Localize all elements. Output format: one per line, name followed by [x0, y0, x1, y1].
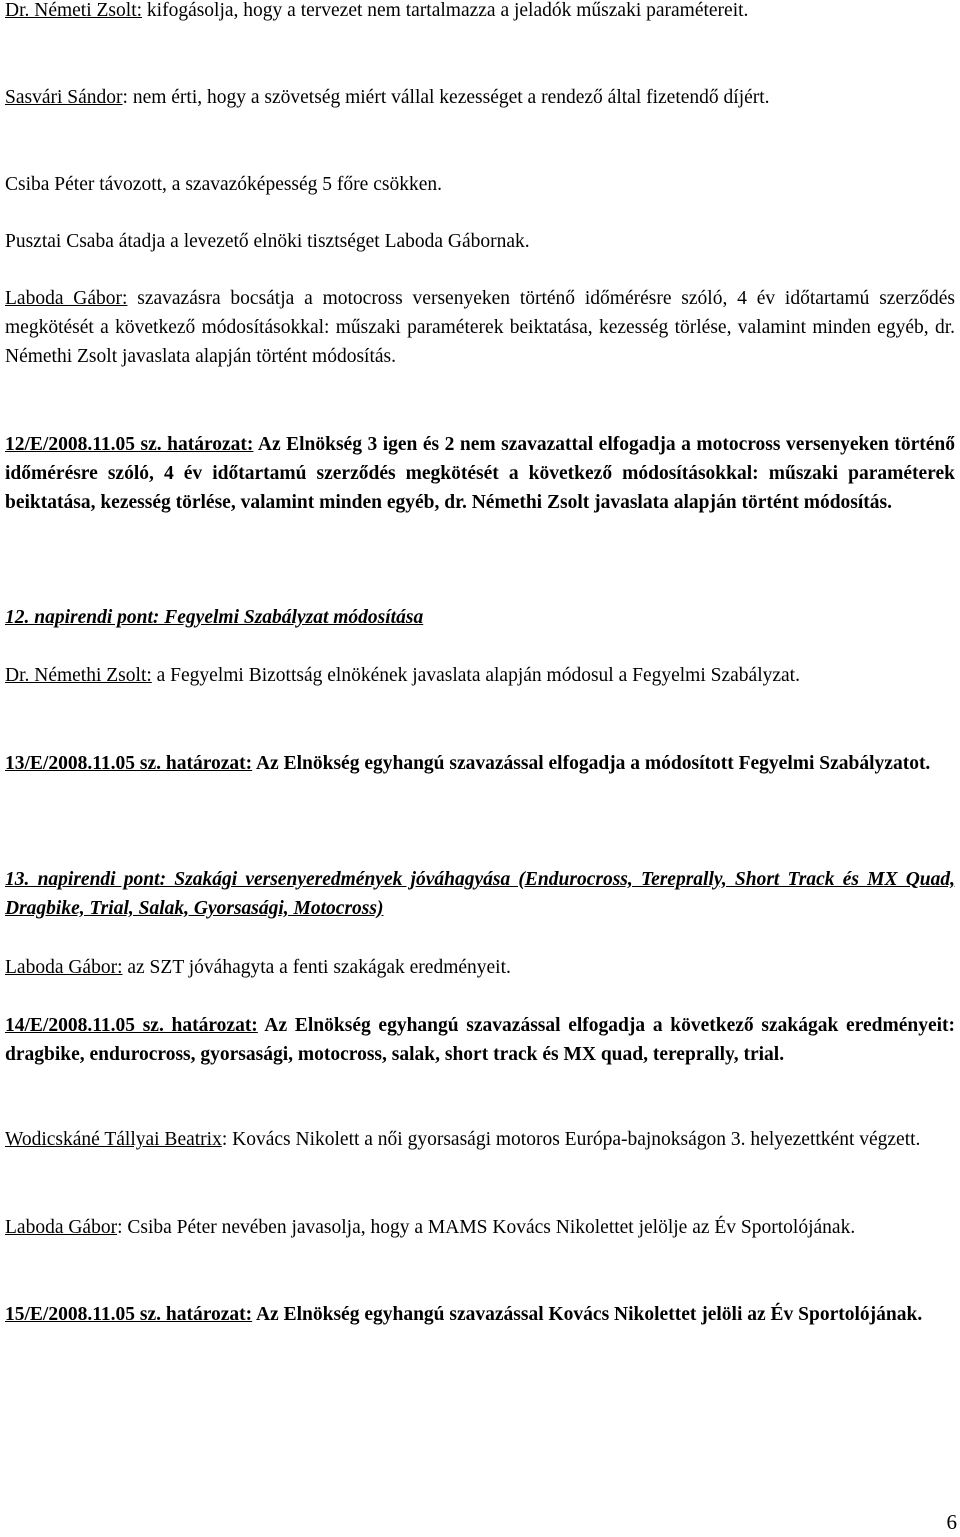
paragraph-text: : Kovács Nikolett a női gyorsasági motoros Európa-bajnokságon 3. helyezettként végzett.	[221, 1129, 921, 1150]
paragraph-text: : nem érti, hogy a szövetség miért vállal kezességet a rendező által fizetendő díjért.	[122, 87, 770, 108]
resolution-id: 12/E/2008.11.05 sz. határozat:	[5, 434, 254, 455]
paragraph-text: kifogásolja, hogy a tervezet nem tartalmazza a jeladók műszaki paramétereit.	[142, 0, 749, 21]
resolution-id: 14/E/2008.11.05 sz. határozat:	[5, 1015, 258, 1036]
resolution-13	[5, 749, 955, 778]
paragraph-laboda-nomination	[5, 1213, 955, 1242]
paragraph-sasvari-comment	[5, 83, 955, 112]
paragraph-text: az SZT jóváhagyta a fenti szakágak eredményeit.	[122, 957, 511, 978]
agenda-item-12-heading: 12. napirendi pont: Fegyelmi Szabályzat módosítása	[5, 607, 424, 628]
paragraph-text: a Fegyelmi Bizottság elnökének javaslata alapján módosul a Fegyelmi Szabályzat.	[151, 665, 800, 686]
speaker-name: Dr. Németi Zsolt:	[5, 0, 143, 21]
page-number: 6	[946, 1510, 957, 1534]
paragraph-wodicskane-report	[5, 1125, 955, 1154]
agenda-item-13-heading: 13. napirendi pont: Szakági versenyeredmények jóváhagyása (Endurocross, Tereprally, Short Track és MX Quad, Dragbike, Trial, Salak, Gyorsasági, Motocross)	[5, 869, 955, 919]
paragraph-chair-handover: Pusztai Csaba átadja a levezető elnöki tisztséget Laboda Gábornak.	[5, 231, 530, 252]
resolution-id: 15/E/2008.11.05 sz. határozat:	[5, 1304, 253, 1325]
speaker-name: Sasvári Sándor	[5, 87, 123, 108]
paragraph-quorum-change: Csiba Péter távozott, a szavazóképesség 5 főre csökken.	[5, 174, 442, 195]
speaker-name: Wodicskáné Tállyai Beatrix	[5, 1129, 222, 1150]
resolution-text: Az Elnökség egyhangú szavazással elfogadja a következő szakágak eredményeit: dragbike, endurocross, gyorsasági, motocross, salak, short track és MX quad, tereprally, trial.	[5, 1015, 956, 1065]
paragraph-laboda-szt	[5, 953, 955, 982]
paragraph-nemethi-disciplinary	[5, 661, 955, 690]
resolution-id: 13/E/2008.11.05 sz. határozat:	[5, 753, 253, 774]
resolution-text: Az Elnökség egyhangú szavazással Kovács Nikolettet jelöli az Év Sportolójának.	[252, 1304, 923, 1325]
resolution-12	[5, 430, 955, 517]
speaker-name: Laboda Gábor:	[5, 957, 123, 978]
resolution-text: Az Elnökség 3 igen és 2 nem szavazattal elfogadja a motocross versenyeken történő időmérésre szóló, 4 év időtartamú szerződés megkötését a következő módosításokkal: műszaki paraméterek beiktatása, kezesség törlése, valamint minden egyéb, dr. Némethi Zsolt javaslata alapján történt módosítás.	[5, 434, 956, 513]
speaker-name: Laboda Gábor:	[5, 288, 128, 309]
speaker-name: Dr. Némethi Zsolt:	[5, 665, 152, 686]
resolution-14	[5, 1011, 955, 1069]
resolution-text: Az Elnökség egyhangú szavazással elfogadja a módosított Fegyelmi Szabályzatot.	[252, 753, 931, 774]
paragraph-text: : Csiba Péter nevében javasolja, hogy a MAMS Kovács Nikolettet jelölje az Év Sportolójának.	[117, 1217, 856, 1238]
paragraph-text: szavazásra bocsátja a motocross versenyeken történő időmérésre szóló, 4 év időtartamú szerződés megkötését a következő módosításokkal: műszaki paraméterek beiktatása, kezesség törlése, valamint minden egyéb, dr. Némethi Zsolt javaslata alapján történt módosítás.	[5, 288, 955, 367]
paragraph-laboda-vote-call	[5, 284, 955, 371]
paragraph-nemeti-objection	[5, 0, 955, 25]
speaker-name: Laboda Gábor	[5, 1217, 118, 1238]
resolution-15	[5, 1300, 955, 1329]
